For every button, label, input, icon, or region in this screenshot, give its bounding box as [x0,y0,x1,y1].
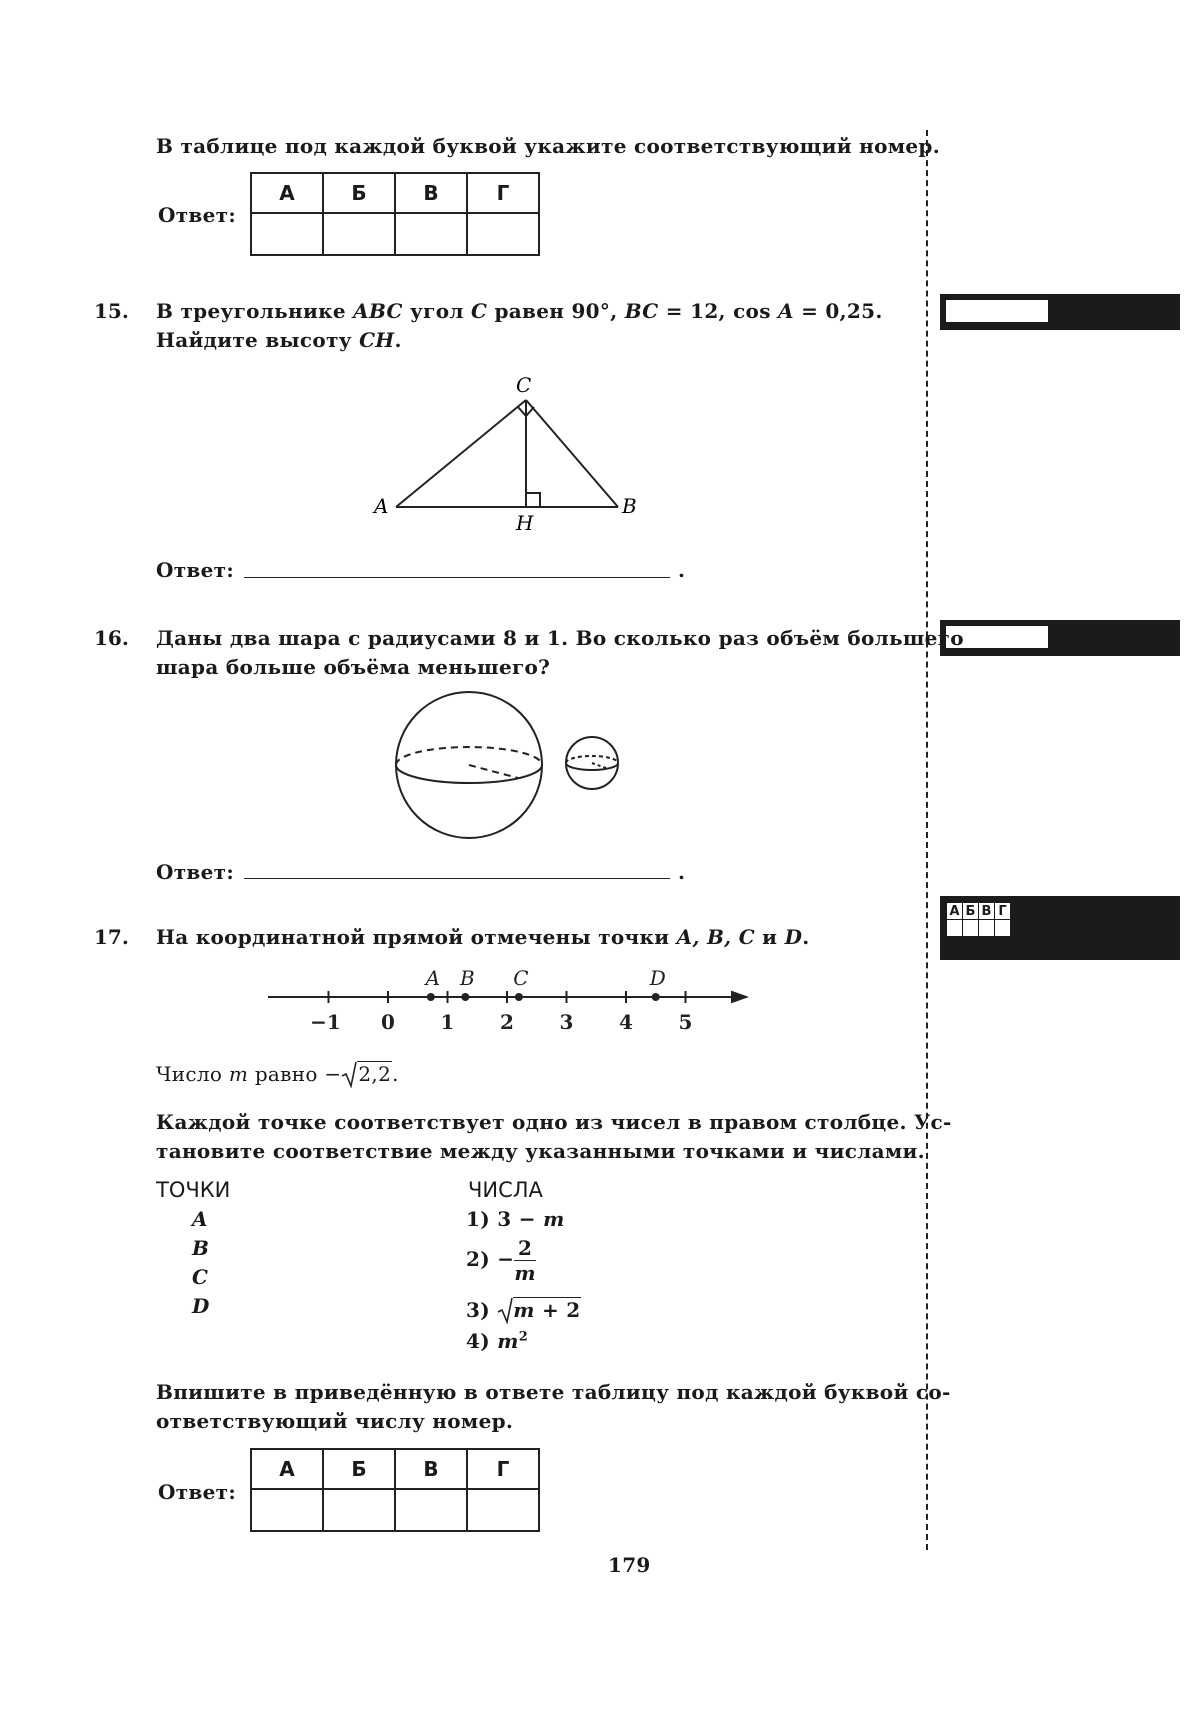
problem-15-line2: Найдите высоту CH. [156,328,402,352]
table-cell[interactable] [467,1489,539,1531]
side-cb [526,400,618,507]
number-line [260,960,760,1040]
option-4: 4) $m^2$ [466,1329,529,1353]
grid-cell[interactable] [963,920,979,937]
top-answer-label: Ответ: [158,203,237,227]
sqrt-sign [341,1060,357,1088]
top-instruction: В таблице под каждой буквой укажите соответствующий номер. [156,134,940,158]
problem-15-number: 15. [94,299,129,323]
label-b: B [622,494,637,518]
point-c [515,993,523,1001]
side-ac [396,400,526,507]
big-sphere-equator-front [396,765,542,783]
point-label-d: D [649,966,666,990]
tick-label: −1 [310,1010,341,1034]
column-numbers-heading: ЧИСЛА [468,1178,543,1202]
problem-17-para2: тановите соответствие между указанными точками и числами. [156,1139,925,1163]
problem-15-line1: В треугольнике ABC угол C равен 90°, BC = 12, cos A = 0,25. [156,299,883,323]
answer-box-15[interactable] [940,294,1180,330]
axis-arrow [732,992,746,1002]
problem-15-answer-end: . [678,558,686,582]
triangle-figure [360,370,660,540]
problem-17-para1: Каждой точке соответствует одно из чисел в правом столбце. Ус- [156,1110,952,1134]
table-cell[interactable] [251,213,323,255]
table-cell[interactable] [323,213,395,255]
table-header: А [251,173,323,213]
m-definition: Число m равно − 2,2. [156,1062,399,1086]
point-label-a: A [425,966,441,990]
table-cell[interactable] [395,1489,467,1531]
table-header: Б [323,1449,395,1489]
problem-16-answer-label: Ответ: [156,860,235,884]
tick-label: 2 [500,1010,514,1034]
option-3: 3) m + 2 [466,1298,581,1322]
answer-box-15-field[interactable] [946,300,1048,322]
point-item: C [192,1265,209,1289]
problem-17-fill2: ответствующий числу номер. [156,1409,514,1433]
tick-label: 5 [678,1010,693,1034]
problem-16-number: 16. [94,626,129,650]
answer-grid-17[interactable] [946,902,1011,937]
grid-letter: В [979,903,995,920]
grid-letter: Б [963,903,979,920]
problem-16-answer-line[interactable] [244,878,670,879]
option-2: 2) − $\frac{2}{m}$ [466,1236,536,1285]
table-header: А [251,1449,323,1489]
tick-label: 0 [381,1010,395,1034]
grid-cell[interactable] [995,920,1011,937]
tick-label: 4 [619,1010,633,1034]
problem-17-number: 17. [94,925,129,949]
problem-15-answer-label: Ответ: [156,558,235,582]
point-d [652,993,660,1001]
grid-letter: Г [995,903,1011,920]
point-item: A [192,1207,208,1231]
table-cell[interactable] [395,213,467,255]
table-header: Б [323,173,395,213]
point-label-c: C [513,966,529,990]
grid-letter: А [947,903,963,920]
right-angle-mark-h [526,493,540,507]
big-sphere-radius [469,765,518,778]
small-sphere-equator-back [566,756,618,763]
cut-line [926,130,928,1550]
spheres-figure [390,690,630,850]
big-sphere-equator-back [396,747,542,765]
column-points-heading: ТОЧКИ [156,1178,231,1202]
table-cell[interactable] [251,1489,323,1531]
tick-label: 1 [440,1010,455,1034]
problem-16-answer-end: . [678,860,686,884]
grid-cell[interactable] [979,920,995,937]
point-b [461,993,469,1001]
fraction: $\frac{2}{m}$ [514,1236,536,1285]
tick-label: 3 [559,1010,574,1034]
problem-16-line1: Даны два шара с радиусами 8 и 1. Во сколько раз объём большего [156,626,964,650]
table-header: В [395,173,467,213]
table-header: Г [467,173,539,213]
small-sphere-radius [592,763,606,768]
label-c: C [516,373,532,397]
label-h: H [516,511,534,535]
label-a: A [374,494,389,518]
table-header: Г [467,1449,539,1489]
top-answer-table[interactable] [250,172,540,256]
sqrt-sign [497,1296,513,1324]
problem-17-line1: На координатной прямой отмечены точки A, B, C и D. [156,925,810,949]
problem-17-answer-table[interactable] [250,1448,540,1532]
grid-cell[interactable] [947,920,963,937]
point-a [427,993,435,1001]
table-cell[interactable] [467,213,539,255]
option-1: 1) 3 − m [466,1207,565,1231]
point-label-b: B [459,966,475,990]
page-number: 179 [608,1553,651,1577]
answer-box-16[interactable] [940,620,1180,656]
problem-16-line2: шара больше объёма меньшего? [156,655,551,679]
problem-17-answer-label: Ответ: [158,1480,237,1504]
point-item: B [192,1236,210,1260]
problem-17-fill1: Впишите в приведённую в ответе таблицу под каждой буквой со- [156,1380,951,1404]
answer-box-17[interactable] [940,896,1180,960]
table-cell[interactable] [323,1489,395,1531]
problem-15-answer-line[interactable] [244,577,670,578]
point-item: D [192,1294,210,1318]
table-header: В [395,1449,467,1489]
